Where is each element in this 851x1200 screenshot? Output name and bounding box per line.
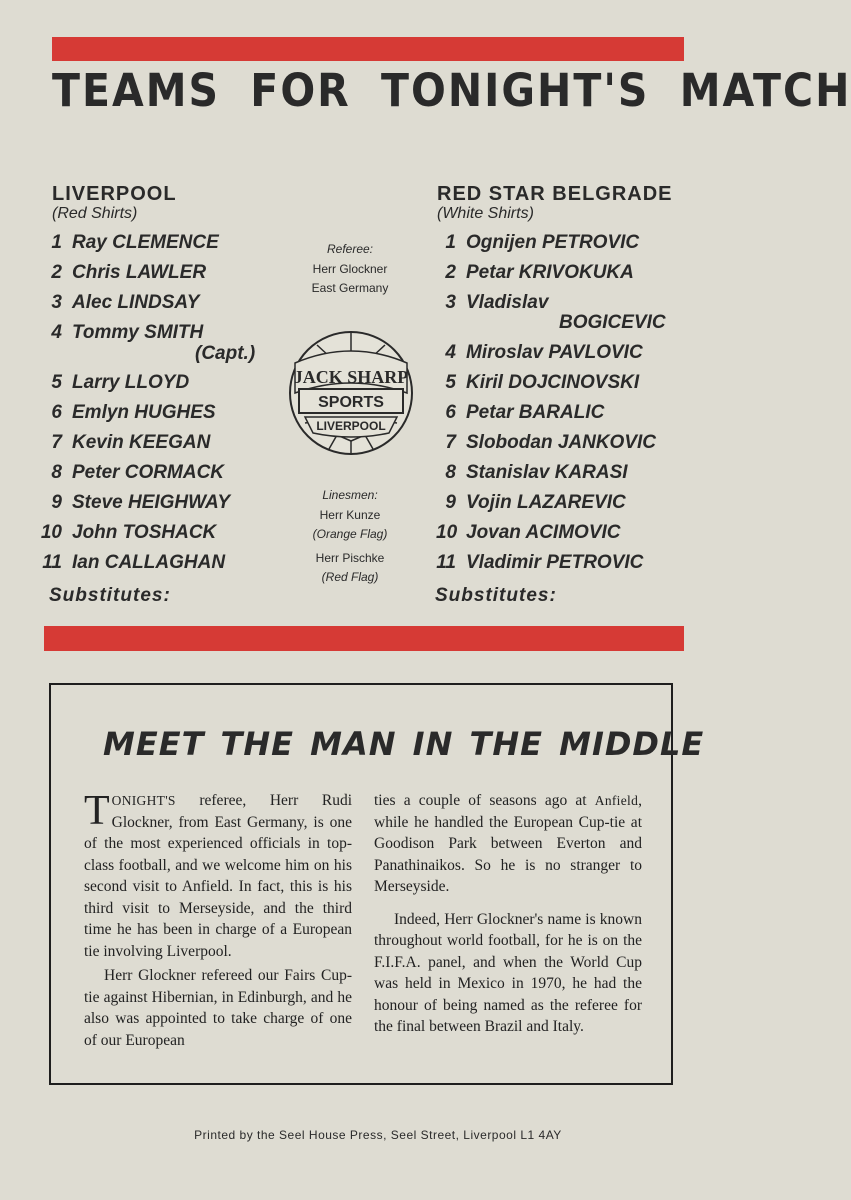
article-paragraph: Herr Glockner refereed our Fairs Cup-tie against Hibernian, in Edinburgh, and he also was appointed to take charge of one of our European xyxy=(84,967,352,1049)
player-number: 2 xyxy=(445,262,456,283)
article-paragraph: Indeed, Herr Glockner's name is known throughout world football, for he is on the F.I.F.A. panel, and when the World Cup was held in Mexico in 1970, he had the honour of being named as the referee for the final between Brazil and Italy. xyxy=(374,910,642,1035)
player-row xyxy=(436,552,643,578)
player-row xyxy=(40,522,216,548)
article-paragraph xyxy=(84,790,352,962)
middle-red-bar xyxy=(44,626,684,651)
player-name: Ognijen PETROVIC xyxy=(466,232,640,253)
linesmen-block xyxy=(288,488,412,584)
right-team-name: RED STAR BELGRADE xyxy=(437,183,673,205)
player-number: 10 xyxy=(40,522,62,543)
player-row xyxy=(40,492,230,518)
player-name: Kevin KEEGAN xyxy=(72,432,211,453)
player-number: 11 xyxy=(436,552,456,573)
player-row xyxy=(436,372,639,398)
player-row xyxy=(40,432,210,458)
player-number: 3 xyxy=(445,292,456,313)
right-team-shirts: (White Shirts) xyxy=(437,205,534,222)
player-number: 8 xyxy=(445,462,456,483)
player-number: 2 xyxy=(51,262,62,283)
linesman1-flag: (Orange Flag) xyxy=(312,527,388,541)
player-number: 1 xyxy=(445,232,456,253)
player-number: 11 xyxy=(42,552,62,573)
player-row xyxy=(40,552,225,578)
player-number: 9 xyxy=(445,492,456,513)
referee-name: Herr Glockner xyxy=(312,262,388,276)
player-name-continuation: BOGICEVIC xyxy=(559,312,666,333)
player-name: Vojin LAZAREVIC xyxy=(466,492,626,513)
player-name: Petar KRIVOKUKA xyxy=(466,262,634,283)
player-row xyxy=(40,322,203,348)
player-row xyxy=(436,522,621,548)
player-number: 8 xyxy=(51,462,62,483)
player-row xyxy=(40,262,206,288)
player-number: 3 xyxy=(51,292,62,313)
player-number: 10 xyxy=(436,522,458,543)
left-substitutes-label: Substitutes: xyxy=(49,585,171,606)
player-number: 9 xyxy=(51,492,62,513)
player-name: John TOSHACK xyxy=(72,522,217,543)
player-name: Stanislav KARASI xyxy=(466,462,628,483)
article-column-right xyxy=(374,790,642,1038)
drop-cap: T xyxy=(84,788,110,834)
article-text: , while he handled the European Cup-tie at Goodison Park between Everton and Panathinaikos. So he is no stranger to Merseyside. xyxy=(374,792,642,895)
page-title: TEAMS FOR TONIGHT'S MATCH xyxy=(52,64,851,117)
player-name: Ian CALLAGHAN xyxy=(72,552,226,573)
player-row xyxy=(436,342,643,368)
player-number: 6 xyxy=(51,402,62,423)
left-team-name: LIVERPOOL xyxy=(52,183,177,205)
player-row xyxy=(436,402,604,428)
player-row xyxy=(40,232,219,258)
top-red-bar xyxy=(52,37,684,61)
linesman2-flag: (Red Flag) xyxy=(321,570,379,584)
player-number: 4 xyxy=(445,342,456,363)
player-row xyxy=(436,262,634,288)
article-emphasis: Anfield xyxy=(594,793,639,808)
player-name: Vladislav xyxy=(466,292,549,313)
article-lead-word: ONIGHT'S xyxy=(111,793,176,808)
player-name: Ray CLEMENCE xyxy=(72,232,219,253)
article-column-left xyxy=(84,790,352,1051)
referee-country: East Germany xyxy=(311,281,389,295)
player-row xyxy=(436,292,548,318)
player-name: Tommy SMITH xyxy=(72,322,204,343)
player-number: 7 xyxy=(445,432,456,453)
referee-block xyxy=(288,242,412,295)
captain-note: (Capt.) xyxy=(195,343,256,364)
player-name: Larry LLOYD xyxy=(72,372,190,393)
player-number: 5 xyxy=(51,372,62,393)
player-name: Peter CORMACK xyxy=(72,462,225,483)
linesman2-name: Herr Pischke xyxy=(315,551,385,565)
player-name: Alec LINDSAY xyxy=(72,292,200,313)
sponsor-line3: LIVERPOOL xyxy=(316,419,386,433)
sponsor-logo xyxy=(285,327,417,459)
player-row xyxy=(40,372,189,398)
article-text: ties a couple of seasons ago at xyxy=(374,792,595,809)
player-name: Jovan ACIMOVIC xyxy=(466,522,621,543)
player-row xyxy=(40,402,216,428)
player-row xyxy=(436,232,639,258)
article-paragraph xyxy=(374,790,642,898)
player-name: Slobodan JANKOVIC xyxy=(466,432,657,453)
player-name: Steve HEIGHWAY xyxy=(72,492,231,513)
player-row xyxy=(40,292,199,318)
player-number: 5 xyxy=(445,372,456,393)
player-number: 1 xyxy=(51,232,62,253)
player-row xyxy=(436,432,656,458)
player-number: 6 xyxy=(445,402,456,423)
player-name: Emlyn HUGHES xyxy=(72,402,216,423)
referee-label: Referee: xyxy=(326,242,374,256)
player-number: 4 xyxy=(51,322,62,343)
sponsor-line2: SPORTS xyxy=(318,394,384,411)
left-team-shirts: (Red Shirts) xyxy=(52,205,138,222)
player-name: Chris LAWLER xyxy=(72,262,207,283)
player-number: 7 xyxy=(51,432,62,453)
right-substitutes-label: Substitutes: xyxy=(435,585,557,606)
player-name: Vladimir PETROVIC xyxy=(466,552,644,573)
player-row xyxy=(436,462,628,488)
player-name: Kiril DOJCINOVSKI xyxy=(466,372,640,393)
player-name: Petar BARALIC xyxy=(466,402,605,423)
player-row xyxy=(40,462,224,488)
printer-footer: Printed by the Seel House Press, Seel Street, Liverpool L1 4AY xyxy=(194,1128,562,1142)
sponsor-line1: JACK SHARP xyxy=(293,367,409,387)
linesmen-label: Linesmen: xyxy=(322,488,378,502)
player-row xyxy=(436,492,626,518)
article-text: referee, Herr Rudi Glockner, from East Germany, is one of the most experienced officials in top-class football, and we welcome him on his second visit to Anfield. In fact, this is his third visit to Merseyside, and the third time he has been in charge of a European tie involving Liverpool. xyxy=(84,792,352,960)
linesman1-name: Herr Kunze xyxy=(319,508,381,522)
player-name: Miroslav PAVLOVIC xyxy=(466,342,643,363)
article-heading: MEET THE MAN IN THE MIDDLE xyxy=(103,725,705,763)
